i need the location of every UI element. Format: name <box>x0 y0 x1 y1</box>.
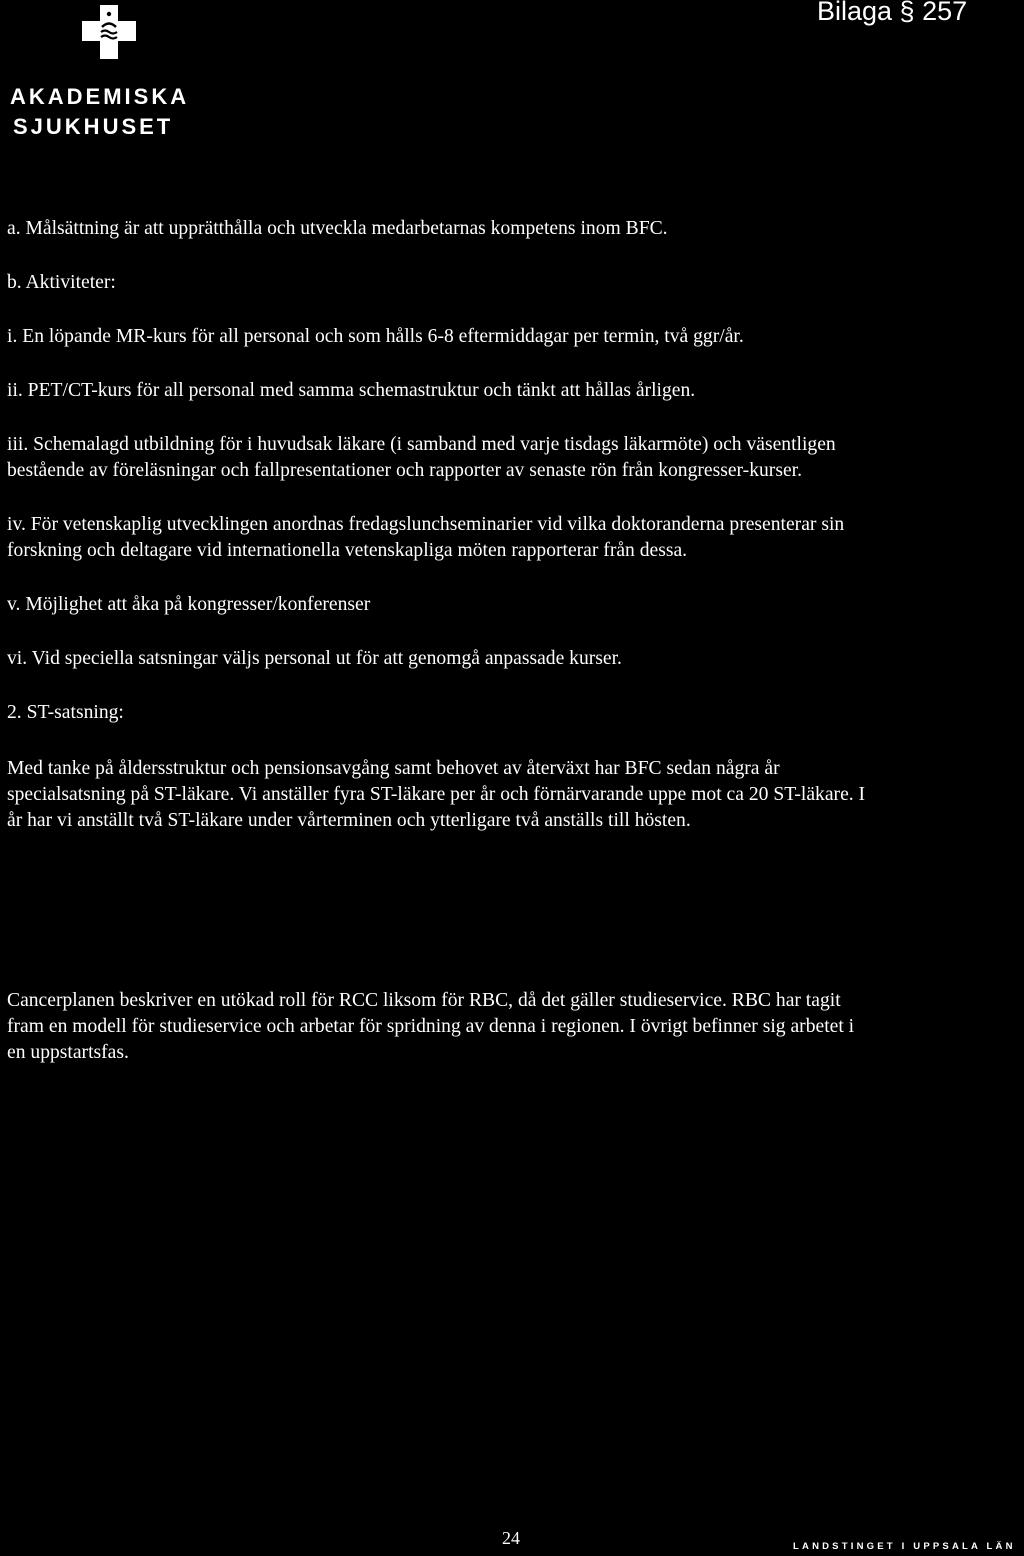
page-number: 24 <box>502 1528 520 1548</box>
text-line: Med tanke på åldersstruktur och pensionsavgång samt behovet av återväxt har BFC sedan några år <box>7 758 780 779</box>
text-line: forskning och deltagare vid internationella vetenskapliga möten rapporterar från dessa. <box>7 540 688 561</box>
text-line: iii. Schemalagd utbildning för i huvudsak läkare (i samband med varje tisdags läkarmöte) och väsentligen <box>7 434 836 455</box>
paragraph-st-heading <box>7 700 1019 726</box>
text-line: ii. PET/CT-kurs för all personal med samma schemastruktur och tänkt att hållas årligen. <box>7 380 696 401</box>
text-line: 2. ST-satsning: <box>7 702 124 723</box>
paragraph-item-vi <box>7 646 1019 672</box>
text-line: bestående av föreläsningar och fallpresentationer och rapporter av senaste rön från kongresser-kurser. <box>7 460 802 481</box>
cross-logo-icon <box>82 5 136 59</box>
text-line: a. Målsättning är att upprätthålla och utveckla medarbetarnas kompetens inom BFC. <box>7 218 668 239</box>
text-line: fram en modell för studieservice och arbetar för spridning av denna i regionen. I övrigt befinner sig arbetet i <box>7 1016 855 1037</box>
paragraph-goal <box>7 216 1019 242</box>
appendix-label: Bilaga § 257 <box>817 0 968 26</box>
paragraph-item-iv <box>7 512 1019 564</box>
hospital-name <box>10 82 189 142</box>
paragraph-cancer-plan <box>7 988 1019 1066</box>
text-line: Cancerplanen beskriver en utökad roll för RCC liksom för RBC, då det gäller studieservice. RBC har tagit <box>7 990 841 1011</box>
paragraph-item-iii <box>7 432 1019 484</box>
paragraph-item-ii <box>7 378 1019 404</box>
text-line: år har vi anställt två ST-läkare under vårterminen och ytterligare två anställs till hösten. <box>7 810 691 831</box>
paragraph-item-v <box>7 592 1019 618</box>
text-line: specialsatsning på ST-läkare. Vi anställer fyra ST-läkare per år och förnärvarande uppe mot ca 20 ST-läkare. I <box>7 784 866 805</box>
text-line: vi. Vid speciella satsningar väljs personal ut för att genomgå anpassade kurser. <box>7 648 622 669</box>
hospital-name-line2: SJUKHUSET <box>13 114 174 139</box>
hospital-name-line1: AKADEMISKA <box>10 84 190 109</box>
paragraph-st-body <box>7 756 1019 834</box>
text-line: b. Aktiviteter: <box>7 272 116 293</box>
paragraph-activities-heading <box>7 270 1019 296</box>
text-line: i. En löpande MR-kurs för all personal och som hålls 6-8 eftermiddagar per termin, två ggr/år. <box>7 326 744 347</box>
footer-organization: LANDSTINGET I UPPSALA LÄN <box>793 1541 1016 1552</box>
text-line: iv. För vetenskaplig utvecklingen anordnas fredagslunchseminarier vid vilka doktoranderna presenterar sin <box>7 514 845 535</box>
text-line: en uppstartsfas. <box>7 1042 129 1063</box>
text-line: v. Möjlighet att åka på kongresser/konferenser <box>7 594 371 615</box>
paragraph-item-i <box>7 324 1019 350</box>
